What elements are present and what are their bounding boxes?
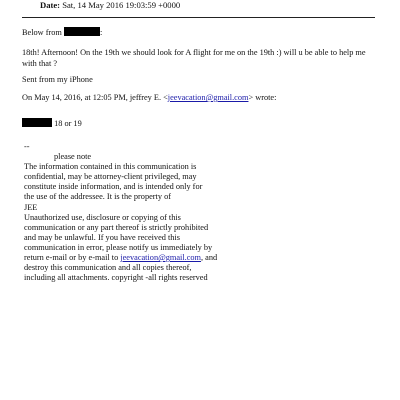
- quote-header: [22, 93, 276, 104]
- disclaimer-email-link[interactable]: jeevacation@gmail.com: [120, 253, 201, 263]
- disclaimer-line: The information contained in this communication is: [24, 162, 197, 172]
- disclaimer-email-prefix: return e-mail or by e-mail to: [24, 253, 121, 263]
- disclaimer-line: and may be unlawful. If you have received this: [24, 232, 180, 242]
- confidentiality-disclaimer: [24, 142, 217, 283]
- reply-text: 18 or 19: [54, 119, 82, 128]
- redaction-box: [22, 118, 52, 127]
- below-from-line: [22, 27, 102, 39]
- disclaimer-email-line: [24, 253, 217, 263]
- disclaimer-line: the use of the addressee. It is the property of: [24, 192, 171, 202]
- disclaimer-dashes: --: [24, 142, 30, 151]
- date-label: Date:: [40, 0, 61, 10]
- disclaimer-line: confidential, may be attorney-client privileged, may: [24, 172, 197, 182]
- disclaimer-line: constitute inside information, and is intended only for: [24, 182, 203, 192]
- below-from-prefix: Below from: [22, 28, 62, 37]
- disclaimer-line: communication in error, please notify us immediately by: [24, 242, 213, 252]
- quote-prefix: On May 14, 2016, at 12:05 PM, jeffrey E. <: [22, 93, 168, 102]
- reply-line: [22, 118, 82, 130]
- disclaimer-line: including all attachments. copyright -all rights reserved: [24, 273, 208, 283]
- quote-email-link[interactable]: jeevacation@gmail.com: [167, 93, 249, 102]
- date-line: [40, 0, 180, 10]
- disclaimer-email-suffix: , and: [200, 253, 218, 263]
- quote-suffix: > wrote:: [248, 93, 277, 102]
- signature: Sent from my iPhone: [22, 75, 93, 84]
- disclaimer-note: please note: [54, 152, 92, 162]
- message-body: 18th! Afternoon! On the 19th we should look for A flight for me on the 19th :) will u be able to help me with that ?: [22, 48, 366, 68]
- disclaimer-line: communication or any part thereof is strictly prohibited: [24, 222, 209, 232]
- below-from-suffix: :: [99, 28, 103, 37]
- disclaimer-line: Unauthorized use, disclosure or copying of this: [24, 212, 181, 222]
- redaction-box: [64, 27, 103, 37]
- header-divider: [22, 17, 375, 18]
- disclaimer-line: JEE: [24, 202, 38, 212]
- disclaimer-line: destroy this communication and all copies thereof,: [24, 263, 192, 273]
- date-value: Sat, 14 May 2016 19:03:59 +0000: [62, 0, 181, 10]
